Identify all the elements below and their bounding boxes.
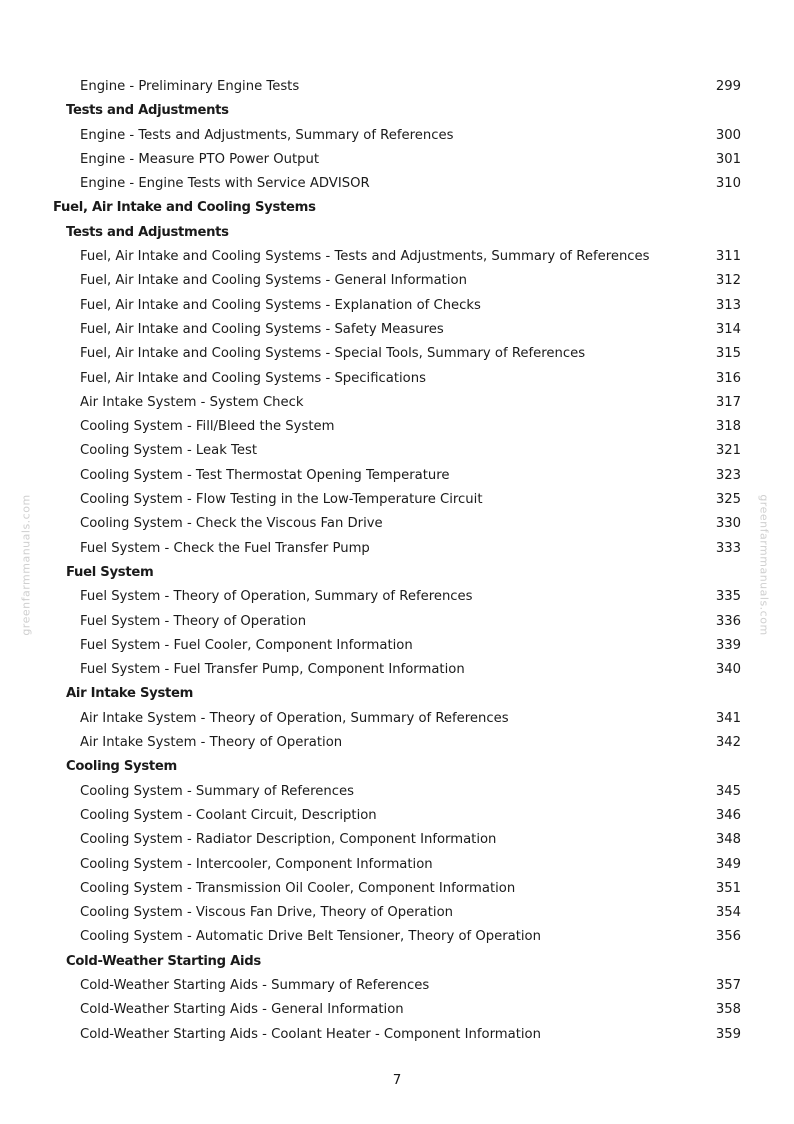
toc-section-heading[interactable] bbox=[0, 755, 794, 779]
toc-entry[interactable] bbox=[0, 804, 794, 828]
toc-entry-title: Cooling System - Leak Test bbox=[80, 443, 258, 459]
toc-entry[interactable] bbox=[0, 464, 794, 488]
toc-section-heading[interactable] bbox=[0, 196, 794, 220]
toc-entry[interactable] bbox=[0, 1023, 794, 1047]
toc-entry[interactable] bbox=[0, 294, 794, 318]
toc-section-heading[interactable] bbox=[0, 99, 794, 123]
toc-entry[interactable] bbox=[0, 901, 794, 925]
toc-entry-title: Cold-Weather Starting Aids - Summary of References bbox=[80, 977, 430, 993]
toc-entry-title: Air Intake System - Theory of Operation bbox=[80, 735, 343, 751]
toc-entry-title: Air Intake System - Theory of Operation, Summary of References bbox=[80, 710, 509, 726]
toc-entry-title: Air Intake System bbox=[66, 686, 194, 702]
toc-entry-title: Engine - Preliminary Engine Tests bbox=[80, 79, 300, 94]
toc-entry-page: 314 bbox=[715, 321, 741, 337]
toc-entry[interactable] bbox=[0, 634, 794, 658]
toc-entry[interactable] bbox=[0, 269, 794, 293]
toc-entry[interactable] bbox=[0, 585, 794, 609]
toc-section-heading[interactable] bbox=[0, 950, 794, 974]
toc-entry[interactable] bbox=[0, 731, 794, 755]
toc-entry-title: Tests and Adjustments bbox=[66, 224, 229, 240]
toc-entry-page: 357 bbox=[715, 977, 741, 993]
toc-entry[interactable] bbox=[0, 488, 794, 512]
watermark-left: greenfarmmanuals.com bbox=[19, 494, 33, 636]
toc-entry-page: 356 bbox=[715, 929, 741, 945]
toc-entry-title: Cold-Weather Starting Aids - General Information bbox=[80, 1002, 404, 1018]
toc-entry-page: 313 bbox=[715, 297, 741, 313]
toc-entry-page: 315 bbox=[715, 346, 741, 362]
toc-entry[interactable] bbox=[0, 512, 794, 536]
toc-entry-page: 321 bbox=[715, 443, 741, 459]
toc-entry[interactable] bbox=[0, 245, 794, 269]
toc-entry-title: Fuel, Air Intake and Cooling Systems - Explanation of Checks bbox=[80, 297, 481, 313]
toc-entry-page: 342 bbox=[715, 735, 741, 751]
toc-entry-title: Fuel System - Fuel Transfer Pump, Component Information bbox=[80, 662, 465, 678]
toc-entry[interactable] bbox=[0, 318, 794, 342]
toc-entry-title: Cold-Weather Starting Aids - Coolant Heater - Component Information bbox=[80, 1026, 541, 1042]
toc-entry-page: 311 bbox=[715, 249, 741, 265]
toc-entry-title: Engine - Measure PTO Power Output bbox=[80, 151, 320, 167]
toc-entry-title: Fuel, Air Intake and Cooling Systems bbox=[53, 200, 316, 216]
toc-entry[interactable] bbox=[0, 877, 794, 901]
toc-entry-page: 354 bbox=[715, 905, 741, 921]
table-of-contents bbox=[0, 75, 794, 1047]
toc-entry-title: Cooling System - Intercooler, Component Information bbox=[80, 856, 433, 872]
toc-entry-title: Cooling System - Radiator Description, Component Information bbox=[80, 832, 497, 848]
toc-entry-title: Fuel, Air Intake and Cooling Systems - General Information bbox=[80, 273, 467, 289]
toc-entry-title: Cooling System - Viscous Fan Drive, Theory of Operation bbox=[80, 905, 454, 921]
toc-entry[interactable] bbox=[0, 75, 794, 99]
toc-entry-page: 346 bbox=[715, 807, 741, 823]
toc-entry-title: Cooling System - Test Thermostat Opening Temperature bbox=[80, 467, 450, 483]
toc-entry-page: 339 bbox=[715, 637, 741, 653]
toc-entry[interactable] bbox=[0, 148, 794, 172]
toc-entry-title: Cooling System - Fill/Bleed the System bbox=[80, 419, 335, 435]
toc-entry-title: Fuel System - Theory of Operation bbox=[80, 613, 307, 629]
toc-entry-title: Cooling System - Coolant Circuit, Description bbox=[80, 807, 377, 823]
toc-entry[interactable] bbox=[0, 415, 794, 439]
toc-entry-title: Fuel System - Fuel Cooler, Component Information bbox=[80, 637, 413, 653]
toc-entry[interactable] bbox=[0, 610, 794, 634]
toc-entry-title: Fuel, Air Intake and Cooling Systems - Tests and Adjustments, Summary of References bbox=[80, 249, 650, 265]
page-number: 7 bbox=[392, 1072, 402, 1088]
toc-entry[interactable] bbox=[0, 828, 794, 852]
toc-entry-page: 348 bbox=[715, 832, 741, 848]
toc-entry-title: Fuel System - Check the Fuel Transfer Pump bbox=[80, 540, 370, 556]
watermark-right: greenfarmmanuals.com bbox=[757, 494, 771, 636]
toc-entry[interactable] bbox=[0, 780, 794, 804]
toc-entry-title: Engine - Engine Tests with Service ADVISOR bbox=[80, 176, 370, 192]
toc-entry-title: Cooling System - Automatic Drive Belt Tensioner, Theory of Operation bbox=[80, 929, 541, 945]
toc-entry[interactable] bbox=[0, 391, 794, 415]
toc-entry-title: Cold-Weather Starting Aids bbox=[66, 953, 261, 969]
toc-entry-title: Fuel, Air Intake and Cooling Systems - Special Tools, Summary of References bbox=[80, 346, 586, 362]
toc-entry-page: 359 bbox=[715, 1026, 741, 1042]
toc-entry-page: 336 bbox=[715, 613, 741, 629]
toc-entry[interactable] bbox=[0, 172, 794, 196]
toc-entry-title: Fuel System - Theory of Operation, Summary of References bbox=[80, 589, 473, 605]
toc-entry-page: 330 bbox=[715, 516, 741, 532]
toc-entry-title: Cooling System - Transmission Oil Cooler, Component Information bbox=[80, 880, 516, 896]
toc-entry[interactable] bbox=[0, 342, 794, 366]
toc-entry-title: Air Intake System - System Check bbox=[80, 394, 304, 410]
toc-entry-title: Fuel System bbox=[66, 564, 154, 580]
toc-entry-page: 323 bbox=[715, 467, 741, 483]
toc-entry[interactable] bbox=[0, 853, 794, 877]
toc-entry[interactable] bbox=[0, 998, 794, 1022]
toc-entry-page: 335 bbox=[715, 589, 741, 605]
toc-entry-page: 299 bbox=[715, 79, 741, 94]
toc-section-heading[interactable] bbox=[0, 221, 794, 245]
toc-entry-page: 358 bbox=[715, 1002, 741, 1018]
toc-entry-title: Tests and Adjustments bbox=[66, 103, 229, 119]
toc-entry[interactable] bbox=[0, 658, 794, 682]
toc-entry[interactable] bbox=[0, 925, 794, 949]
toc-entry-title: Cooling System bbox=[66, 759, 177, 775]
toc-entry-page: 325 bbox=[715, 492, 741, 508]
toc-entry[interactable] bbox=[0, 124, 794, 148]
toc-entry-page: 351 bbox=[715, 880, 741, 896]
toc-entry-page: 340 bbox=[715, 662, 741, 678]
toc-entry-page: 312 bbox=[715, 273, 741, 289]
toc-entry-title: Cooling System - Summary of References bbox=[80, 783, 355, 799]
toc-entry[interactable] bbox=[0, 707, 794, 731]
toc-entry-page: 349 bbox=[715, 856, 741, 872]
toc-entry-title: Cooling System - Flow Testing in the Low-Temperature Circuit bbox=[80, 492, 483, 508]
toc-entry-page: 300 bbox=[715, 127, 741, 143]
toc-section-heading[interactable] bbox=[0, 682, 794, 706]
toc-entry[interactable] bbox=[0, 367, 794, 391]
toc-entry-title: Cooling System - Check the Viscous Fan Drive bbox=[80, 516, 383, 532]
toc-entry-page: 345 bbox=[715, 783, 741, 799]
toc-section-heading[interactable] bbox=[0, 561, 794, 585]
toc-entry-page: 341 bbox=[715, 710, 741, 726]
toc-entry-page: 316 bbox=[715, 370, 741, 386]
toc-entry-page: 333 bbox=[715, 540, 741, 556]
toc-entry[interactable] bbox=[0, 974, 794, 998]
toc-entry-title: Fuel, Air Intake and Cooling Systems - Safety Measures bbox=[80, 321, 444, 337]
toc-entry-title: Fuel, Air Intake and Cooling Systems - Specifications bbox=[80, 370, 426, 386]
toc-entry[interactable] bbox=[0, 537, 794, 561]
toc-entry-page: 310 bbox=[715, 176, 741, 192]
toc-entry-title: Engine - Tests and Adjustments, Summary of References bbox=[80, 127, 454, 143]
toc-entry-page: 301 bbox=[715, 151, 741, 167]
toc-entry-page: 317 bbox=[715, 394, 741, 410]
toc-entry-page: 318 bbox=[715, 419, 741, 435]
toc-entry[interactable] bbox=[0, 439, 794, 463]
